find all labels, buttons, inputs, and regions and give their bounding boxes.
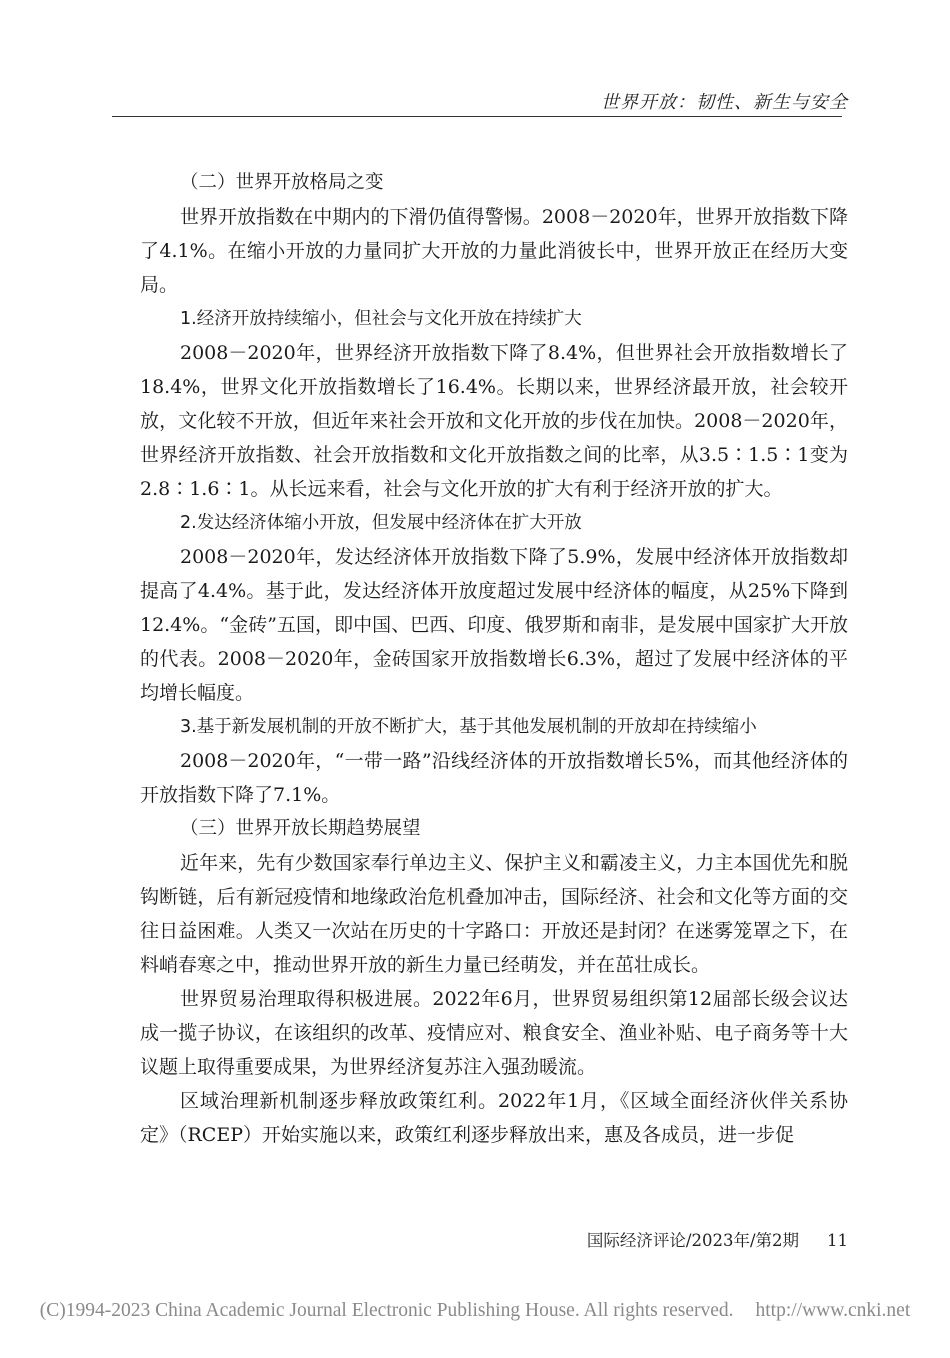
paragraph: 区域治理新机制逐步释放政策红利。2022年1月，《区域全面经济伙伴关系协定》（RCEP）开始实施以来，政策红利逐步释放出来，惠及各成员，进一步促	[140, 1090, 848, 1146]
journal-citation: 国际经济评论/2023年/第2期	[586, 1231, 799, 1250]
paragraph: 2008－2020年，世界经济开放指数下降了8.4%，但世界社会开放指数增长了18.4%，世界文化开放指数增长了16.4%。长期以来，世界经济最开放，社会较开放，文化较不开放，但近年来社会开放和文化开放的步伐在加快。2008－2020年，世界经济开放指数、社会开放指数和文化开放指数之间的比率，从3.5∶1.5∶1变为2.8∶1.6∶1。从长远来看，社会与文化开放的扩大有利于经济开放的扩大。	[140, 342, 848, 500]
page-footer	[587, 1227, 848, 1251]
paragraph: 世界开放指数在中期内的下滑仍值得警惕。2008－2020年，世界开放指数下降了4.1%。在缩小开放的力量同扩大开放的力量此消彼长中，世界开放正在经历大变局。	[140, 206, 848, 296]
section-heading-3: （三）世界开放长期趋势展望	[180, 818, 421, 839]
paragraph: 2008－2020年，发达经济体开放指数下降了5.9%，发展中经济体开放指数却提高了4.4%。基于此，发达经济体开放度超过发展中经济体的幅度，从25%下降到12.4%。“金砖”五国，即中国、巴西、印度、俄罗斯和南非，是发展中国家扩大开放的代表。2008－2020年，金砖国家开放指数增长6.3%，超过了发展中经济体的平均增长幅度。	[140, 546, 848, 704]
paragraph: 近年来，先有少数国家奉行单边主义、保护主义和霸凌主义，力主本国优先和脱钩断链，后有新冠疫情和地缘政治危机叠加冲击，国际经济、社会和文化等方面的交往日益困难。人类又一次站在历史的十字路口：开放还是封闭？在迷雾笼罩之下，在料峭春寒之中，推动世界开放的新生力量已经萌发，并在茁壮成长。	[140, 852, 848, 976]
copyright-notice: (C)1994-2023 China Academic Journal Electronic Publishing House. All rights reserved.	[39, 1300, 734, 1321]
section-heading-2: （二）世界开放格局之变	[180, 172, 384, 193]
header-divider	[112, 116, 842, 117]
paragraph: 世界贸易治理取得积极进展。2022年6月，世界贸易组织第12届部长级会议达成一揽子协议，在该组织的改革、疫情应对、粮食安全、渔业补贴、电子商务等十大议题上取得重要成果，为世界经济复苏注入强劲暖流。	[140, 988, 848, 1078]
paragraph: 2008－2020年，“一带一路”沿线经济体的开放指数增长5%，而其他经济体的开放指数下降了7.1%。	[140, 750, 848, 806]
copyright-watermark	[0, 1300, 950, 1322]
subsection-heading-3: 3.基于新发展机制的开放不断扩大，基于其他发展机制的开放却在持续缩小	[180, 717, 757, 737]
cnki-url: http://www.cnki.net	[755, 1300, 911, 1321]
article-body	[140, 166, 848, 1152]
running-header-title: 世界开放：韧性、新生与安全	[601, 92, 848, 113]
page-number: 11	[827, 1231, 848, 1250]
subsection-heading-1: 1.经济开放持续缩小，但社会与文化开放在持续扩大	[180, 309, 582, 329]
subsection-heading-2: 2.发达经济体缩小开放，但发展中经济体在扩大开放	[180, 513, 582, 533]
